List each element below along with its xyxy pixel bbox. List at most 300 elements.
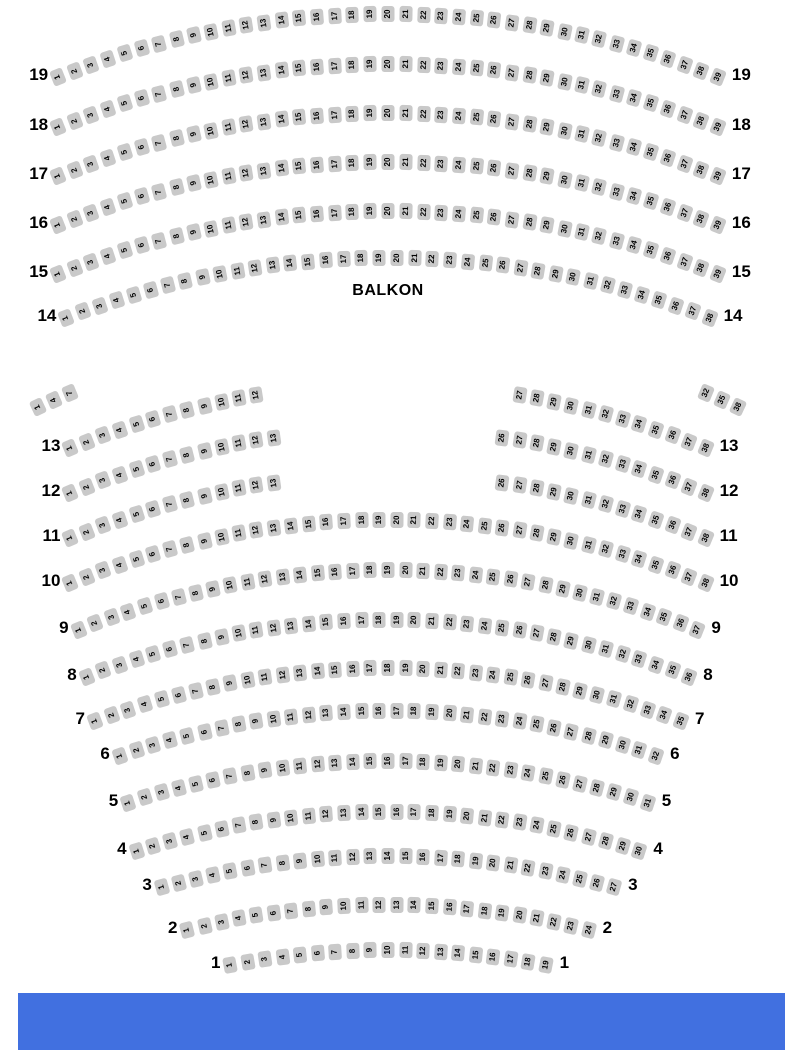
seat[interactable] <box>74 302 92 321</box>
seat[interactable] <box>373 250 386 266</box>
seat[interactable] <box>416 660 430 677</box>
seat[interactable] <box>256 162 271 180</box>
seat[interactable] <box>692 258 710 278</box>
seat[interactable] <box>589 587 606 606</box>
seat[interactable] <box>642 241 659 260</box>
seat[interactable] <box>203 121 219 139</box>
seat[interactable] <box>240 859 256 877</box>
seat[interactable] <box>145 735 162 754</box>
seat[interactable] <box>310 107 324 124</box>
seat[interactable] <box>171 587 188 606</box>
seat[interactable] <box>66 258 84 278</box>
seat[interactable] <box>373 804 386 820</box>
seat[interactable] <box>205 677 221 695</box>
seat[interactable] <box>503 668 518 686</box>
seat[interactable] <box>355 612 369 628</box>
seat[interactable] <box>696 528 714 548</box>
seat[interactable] <box>538 576 554 594</box>
seat[interactable] <box>538 862 554 880</box>
seat[interactable] <box>452 205 466 222</box>
seat[interactable] <box>258 668 273 686</box>
seat[interactable] <box>529 909 545 927</box>
seat[interactable] <box>631 414 648 433</box>
seat[interactable] <box>656 608 674 627</box>
seat[interactable] <box>179 726 195 745</box>
seat[interactable] <box>546 438 562 456</box>
seat[interactable] <box>292 207 307 224</box>
seat[interactable] <box>100 99 117 118</box>
seat[interactable] <box>495 811 510 829</box>
seat[interactable] <box>563 396 579 414</box>
seat[interactable] <box>676 203 694 222</box>
seat[interactable] <box>61 383 79 403</box>
seat[interactable] <box>61 438 79 458</box>
seat[interactable] <box>162 450 179 469</box>
seat[interactable] <box>487 62 502 79</box>
seat[interactable] <box>319 806 333 823</box>
seat[interactable] <box>680 667 698 687</box>
seat[interactable] <box>608 133 625 152</box>
seat[interactable] <box>188 869 204 888</box>
seat[interactable] <box>310 8 324 25</box>
seat[interactable] <box>310 850 324 867</box>
seat[interactable] <box>597 540 614 559</box>
seat[interactable] <box>274 111 289 128</box>
seat[interactable] <box>477 617 492 634</box>
seat[interactable] <box>195 268 211 286</box>
seat[interactable] <box>230 262 246 280</box>
seat[interactable] <box>505 211 520 229</box>
seat[interactable] <box>659 148 676 167</box>
seat[interactable] <box>659 49 676 68</box>
seat[interactable] <box>672 614 690 634</box>
seat[interactable] <box>212 265 228 283</box>
seat[interactable] <box>346 942 360 959</box>
seat[interactable] <box>451 755 465 772</box>
seat[interactable] <box>70 620 88 640</box>
seat[interactable] <box>249 522 264 540</box>
seat[interactable] <box>240 764 256 782</box>
seat[interactable] <box>434 849 448 866</box>
seat[interactable] <box>284 809 299 826</box>
seat[interactable] <box>310 58 324 75</box>
seat[interactable] <box>416 848 430 865</box>
seat[interactable] <box>83 252 101 271</box>
seat[interactable] <box>231 909 247 927</box>
seat[interactable] <box>608 231 625 250</box>
seat[interactable] <box>171 873 188 892</box>
seat[interactable] <box>61 573 79 593</box>
seat[interactable] <box>513 259 528 277</box>
seat[interactable] <box>503 856 518 874</box>
seat[interactable] <box>408 512 422 528</box>
seat[interactable] <box>692 61 710 81</box>
seat[interactable] <box>203 170 219 188</box>
seat[interactable] <box>258 950 273 968</box>
seat[interactable] <box>580 920 596 939</box>
seat[interactable] <box>600 276 617 295</box>
seat[interactable] <box>469 566 484 583</box>
seat[interactable] <box>589 778 606 797</box>
seat[interactable] <box>346 105 360 122</box>
seat[interactable] <box>659 246 676 265</box>
seat[interactable] <box>373 703 386 719</box>
seat[interactable] <box>709 166 727 186</box>
seat[interactable] <box>563 916 579 934</box>
seat[interactable] <box>399 660 412 676</box>
seat[interactable] <box>676 154 694 173</box>
seat[interactable] <box>231 434 247 452</box>
seat[interactable] <box>709 67 727 87</box>
seat[interactable] <box>61 483 79 503</box>
seat[interactable] <box>151 84 168 103</box>
seat[interactable] <box>522 213 537 231</box>
seat[interactable] <box>111 746 128 765</box>
seat[interactable] <box>614 735 631 754</box>
seat[interactable] <box>29 397 48 417</box>
seat[interactable] <box>399 56 412 72</box>
seat[interactable] <box>486 854 501 872</box>
seat[interactable] <box>382 56 395 72</box>
seat[interactable] <box>111 465 128 484</box>
seat[interactable] <box>275 948 290 966</box>
seat[interactable] <box>631 649 648 668</box>
seat[interactable] <box>49 264 67 284</box>
seat[interactable] <box>91 296 108 315</box>
seat[interactable] <box>580 445 596 464</box>
seat[interactable] <box>248 259 263 277</box>
seat[interactable] <box>179 635 195 654</box>
seat[interactable] <box>214 820 230 838</box>
seat[interactable] <box>292 10 307 27</box>
seat[interactable] <box>275 854 290 872</box>
seat[interactable] <box>417 56 431 73</box>
seat[interactable] <box>49 166 67 186</box>
seat[interactable] <box>302 807 316 824</box>
seat[interactable] <box>580 635 596 654</box>
seat[interactable] <box>443 252 457 269</box>
seat[interactable] <box>486 568 501 586</box>
seat[interactable] <box>477 708 492 725</box>
seat[interactable] <box>49 67 67 87</box>
seat[interactable] <box>179 827 195 846</box>
seat[interactable] <box>546 820 562 838</box>
seat[interactable] <box>469 664 484 681</box>
seat[interactable] <box>597 832 614 851</box>
seat[interactable] <box>337 898 351 915</box>
seat[interactable] <box>284 617 299 634</box>
seat[interactable] <box>580 400 596 419</box>
seat[interactable] <box>692 111 710 131</box>
seat[interactable] <box>94 516 112 535</box>
seat[interactable] <box>563 823 579 841</box>
seat[interactable] <box>196 916 212 934</box>
seat[interactable] <box>684 302 702 321</box>
seat[interactable] <box>266 519 281 537</box>
seat[interactable] <box>214 913 230 931</box>
seat[interactable] <box>477 809 492 826</box>
seat[interactable] <box>346 562 360 579</box>
seat[interactable] <box>168 227 184 246</box>
seat[interactable] <box>136 788 153 807</box>
seat[interactable] <box>426 251 440 268</box>
seat[interactable] <box>256 14 271 32</box>
seat[interactable] <box>548 265 564 283</box>
seat[interactable] <box>239 115 254 133</box>
seat[interactable] <box>580 726 596 745</box>
seat[interactable] <box>557 219 573 237</box>
seat[interactable] <box>555 579 571 597</box>
seat[interactable] <box>364 105 377 121</box>
seat[interactable] <box>572 869 588 888</box>
seat[interactable] <box>614 454 631 473</box>
seat[interactable] <box>151 133 168 152</box>
seat[interactable] <box>382 942 395 958</box>
seat[interactable] <box>214 483 230 501</box>
seat[interactable] <box>390 512 403 528</box>
seat[interactable] <box>319 514 333 531</box>
seat[interactable] <box>572 583 588 602</box>
seat[interactable] <box>583 272 599 291</box>
seat[interactable] <box>434 7 448 24</box>
seat[interactable] <box>293 757 308 774</box>
seat[interactable] <box>487 160 502 177</box>
seat[interactable] <box>249 713 264 731</box>
seat[interactable] <box>589 873 606 892</box>
seat[interactable] <box>597 640 614 659</box>
seat[interactable] <box>614 544 631 563</box>
seat[interactable] <box>676 55 694 74</box>
seat[interactable] <box>546 719 562 737</box>
seat[interactable] <box>522 66 537 84</box>
seat[interactable] <box>557 22 573 40</box>
seat[interactable] <box>469 207 484 224</box>
seat[interactable] <box>729 397 748 417</box>
seat[interactable] <box>529 434 545 452</box>
seat[interactable] <box>78 567 96 587</box>
seat[interactable] <box>469 946 484 963</box>
seat[interactable] <box>373 612 386 628</box>
seat[interactable] <box>597 731 614 750</box>
seat[interactable] <box>469 757 484 774</box>
seat[interactable] <box>622 597 639 616</box>
seat[interactable] <box>642 44 659 63</box>
seat[interactable] <box>520 859 536 877</box>
seat[interactable] <box>125 285 142 304</box>
seat[interactable] <box>487 12 502 29</box>
seat[interactable] <box>606 592 623 611</box>
seat[interactable] <box>171 685 188 704</box>
seat[interactable] <box>292 60 307 77</box>
seat[interactable] <box>346 660 360 677</box>
seat[interactable] <box>265 257 280 275</box>
seat[interactable] <box>382 660 395 676</box>
seat[interactable] <box>382 562 395 578</box>
seat[interactable] <box>408 703 422 719</box>
seat[interactable] <box>83 105 101 124</box>
seat[interactable] <box>580 535 596 554</box>
seat[interactable] <box>469 109 484 126</box>
seat[interactable] <box>214 719 230 737</box>
seat[interactable] <box>328 7 342 24</box>
seat[interactable] <box>565 268 581 286</box>
seat[interactable] <box>399 154 412 170</box>
seat[interactable] <box>196 823 212 841</box>
seat[interactable] <box>591 80 607 99</box>
seat[interactable] <box>520 573 536 591</box>
seat[interactable] <box>153 592 170 611</box>
seat[interactable] <box>364 56 377 72</box>
seat[interactable] <box>399 942 412 958</box>
seat[interactable] <box>639 793 656 812</box>
seat[interactable] <box>529 715 545 733</box>
seat[interactable] <box>382 105 395 121</box>
seat[interactable] <box>382 203 395 219</box>
seat[interactable] <box>512 522 527 540</box>
seat[interactable] <box>443 705 457 722</box>
seat[interactable] <box>574 76 590 94</box>
seat[interactable] <box>292 109 307 126</box>
seat[interactable] <box>103 706 121 725</box>
seat[interactable] <box>399 562 412 578</box>
seat[interactable] <box>512 432 527 450</box>
seat[interactable] <box>151 34 168 53</box>
seat[interactable] <box>249 387 264 405</box>
seat[interactable] <box>452 58 466 75</box>
seat[interactable] <box>78 432 96 452</box>
seat[interactable] <box>319 899 333 916</box>
seat[interactable] <box>451 564 465 581</box>
seat[interactable] <box>188 583 204 602</box>
seat[interactable] <box>231 389 247 407</box>
seat[interactable] <box>625 39 642 58</box>
seat[interactable] <box>529 816 545 834</box>
seat[interactable] <box>574 26 590 44</box>
seat[interactable] <box>631 504 648 523</box>
seat[interactable] <box>680 477 698 497</box>
seat[interactable] <box>293 664 308 681</box>
seat[interactable] <box>223 674 239 692</box>
seat[interactable] <box>688 620 706 640</box>
seat[interactable] <box>505 64 520 82</box>
seat[interactable] <box>460 515 474 532</box>
seat[interactable] <box>495 619 510 637</box>
seat[interactable] <box>460 706 474 723</box>
seat[interactable] <box>153 783 170 802</box>
seat[interactable] <box>223 576 239 594</box>
seat[interactable] <box>487 209 502 226</box>
seat[interactable] <box>425 805 439 822</box>
seat[interactable] <box>145 836 162 855</box>
seat[interactable] <box>275 759 290 777</box>
seat[interactable] <box>574 223 590 241</box>
seat[interactable] <box>664 426 682 445</box>
seat[interactable] <box>696 573 714 593</box>
seat[interactable] <box>709 264 727 284</box>
seat[interactable] <box>78 522 96 542</box>
seat[interactable] <box>83 154 101 173</box>
seat[interactable] <box>434 661 448 678</box>
seat[interactable] <box>692 160 710 180</box>
seat[interactable] <box>186 76 202 94</box>
seat[interactable] <box>647 555 664 574</box>
seat[interactable] <box>83 203 101 222</box>
seat[interactable] <box>111 420 128 439</box>
seat[interactable] <box>608 84 625 103</box>
seat[interactable] <box>168 129 184 148</box>
seat[interactable] <box>625 89 642 108</box>
seat[interactable] <box>346 56 360 73</box>
seat[interactable] <box>382 753 395 769</box>
seat[interactable] <box>555 865 571 883</box>
seat[interactable] <box>680 567 698 587</box>
seat[interactable] <box>495 710 510 728</box>
seat[interactable] <box>153 878 170 897</box>
seat[interactable] <box>128 414 145 433</box>
seat[interactable] <box>249 907 264 925</box>
seat[interactable] <box>310 156 324 173</box>
seat[interactable] <box>214 438 230 456</box>
seat[interactable] <box>256 113 271 131</box>
seat[interactable] <box>256 211 271 229</box>
seat[interactable] <box>452 8 466 25</box>
seat[interactable] <box>664 561 682 580</box>
seat[interactable] <box>240 671 256 689</box>
seat[interactable] <box>647 746 664 765</box>
seat[interactable] <box>266 710 281 728</box>
seat[interactable] <box>631 841 648 860</box>
seat[interactable] <box>128 549 145 568</box>
seat[interactable] <box>563 531 579 549</box>
seat[interactable] <box>117 44 134 63</box>
seat[interactable] <box>642 143 659 162</box>
seat[interactable] <box>512 814 527 832</box>
seat[interactable] <box>284 902 299 919</box>
seat[interactable] <box>503 761 518 779</box>
seat[interactable] <box>223 862 239 880</box>
seat[interactable] <box>231 715 247 733</box>
seat[interactable] <box>258 570 273 588</box>
seat[interactable] <box>258 856 273 874</box>
seat[interactable] <box>346 848 360 865</box>
seat[interactable] <box>373 897 386 913</box>
seat[interactable] <box>355 804 369 820</box>
seat[interactable] <box>364 154 377 170</box>
seat[interactable] <box>128 841 145 860</box>
seat[interactable] <box>608 182 625 201</box>
seat[interactable] <box>162 640 179 659</box>
seat[interactable] <box>134 89 151 108</box>
seat[interactable] <box>461 253 475 270</box>
seat[interactable] <box>434 57 448 74</box>
seat[interactable] <box>399 203 412 219</box>
seat[interactable] <box>639 700 656 719</box>
seat[interactable] <box>417 105 431 122</box>
seat[interactable] <box>520 953 536 971</box>
seat[interactable] <box>520 764 536 782</box>
seat[interactable] <box>328 155 342 172</box>
seat[interactable] <box>495 429 510 447</box>
seat[interactable] <box>328 943 342 960</box>
seat[interactable] <box>128 649 145 668</box>
seat[interactable] <box>258 761 273 779</box>
seat[interactable] <box>495 519 510 537</box>
seat[interactable] <box>319 705 333 722</box>
seat[interactable] <box>597 495 614 514</box>
seat[interactable] <box>221 167 237 185</box>
seat[interactable] <box>680 522 698 542</box>
seat[interactable] <box>136 695 153 714</box>
